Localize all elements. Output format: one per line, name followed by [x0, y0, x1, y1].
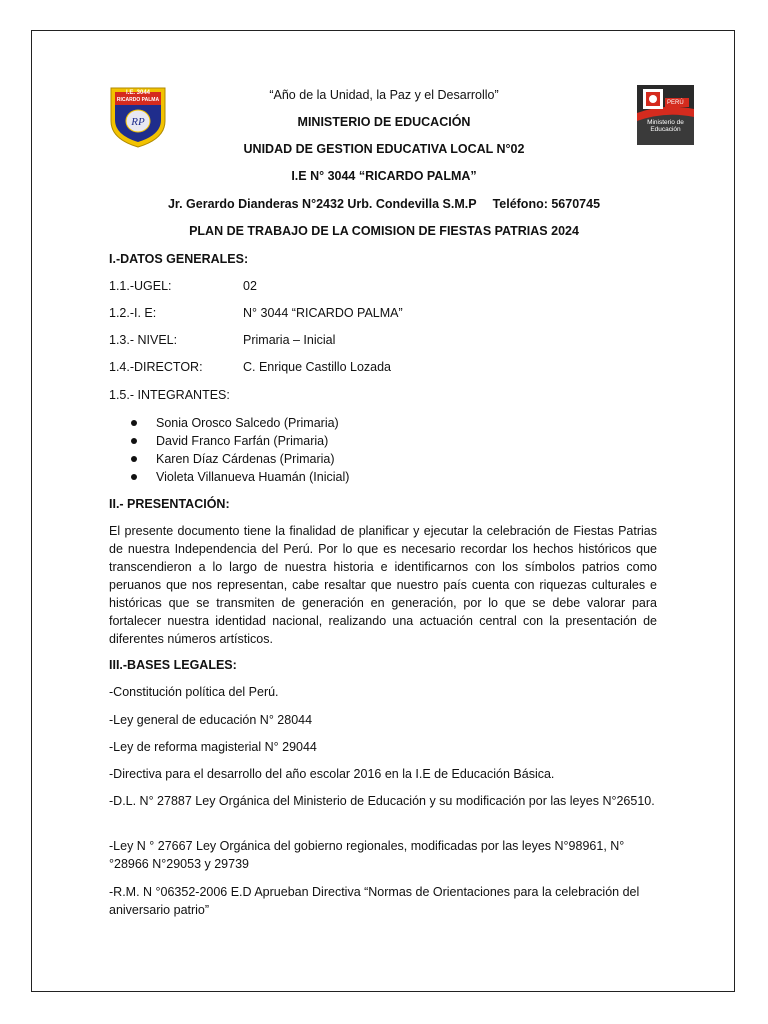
row-value: N° 3044 “RICARDO PALMA” — [243, 306, 403, 320]
list-item — [131, 468, 349, 486]
bullet-icon — [131, 420, 137, 426]
bases-legales-heading: III.-BASES LEGALES: — [109, 658, 237, 672]
row-label: 1.2.-I. E: — [109, 306, 157, 320]
legal-item: -Directiva para el desarrollo del año escolar 2016 en la I.E de Educación Básica. — [109, 767, 555, 781]
legal-item: -D.L. N° 27887 Ley Orgánica del Ministerio de Educación y su modificación por las leyes N°26510. — [109, 794, 655, 808]
row-label: 1.4.-DIRECTOR: — [109, 360, 203, 374]
row-value: C. Enrique Castillo Lozada — [243, 360, 391, 374]
member-name: David Franco Farfán (Primaria) — [156, 434, 329, 448]
row-value: 02 — [243, 279, 257, 293]
list-item — [131, 432, 349, 450]
svg-text:RP: RP — [131, 116, 145, 128]
legal-item: -Ley N ° 27667 Ley Orgánica del gobierno regionales, modificadas por las leyes N°98961, N° °28966 N°29053 y 29739 — [109, 839, 625, 871]
integrantes-label: 1.5.- INTEGRANTES: — [109, 388, 230, 402]
ministry-title: MINISTERIO DE EDUCACIÓN — [297, 115, 471, 129]
row-value: Primaria – Inicial — [243, 333, 336, 347]
member-name: Violeta Villanueva Huamán (Inicial) — [156, 470, 350, 484]
row-label: 1.3.- NIVEL: — [109, 333, 178, 347]
integrantes-list — [131, 414, 349, 486]
member-name: Sonia Orosco Salcedo (Primaria) — [156, 416, 339, 430]
list-item — [131, 450, 349, 468]
address-line — [0, 196, 768, 212]
address: Jr. Gerardo Dianderas N°2432 Urb. Condevilla S.M.P — [167, 197, 477, 211]
minedu-line2: Educación — [650, 126, 681, 133]
legal-item: -Constitución política del Perú. — [109, 685, 279, 699]
peru-tag: PERÚ — [667, 100, 684, 106]
crest-text-line1: I.E. 3044 — [125, 90, 151, 96]
legal-item: -Ley general de educación N° 28044 — [109, 713, 313, 727]
minedu-line1: Ministerio de — [647, 119, 684, 126]
presentacion-heading: II.- PRESENTACIÓN: — [109, 497, 230, 511]
member-name: Karen Díaz Cárdenas (Primaria) — [156, 452, 335, 466]
ugel-title: UNIDAD DE GESTION EDUCATIVA LOCAL N°02 — [243, 142, 525, 156]
row-label: 1.1.-UGEL: — [109, 279, 172, 293]
year-motto: “Año de la Unidad, la Paz y el Desarrollo” — [269, 88, 499, 102]
plan-title: PLAN DE TRABAJO DE LA COMISION DE FIESTAS PATRIAS 2024 — [189, 224, 579, 238]
presentacion-text: El presente documento tiene la finalidad de planificar y ejecutar la celebración de Fiestas Patrias de nuestra Independencia del Perú. Por lo que es necesario recordar los hechos históricos que transcendieron a lo largo de nuestra historia e identificarnos con los símbolos patrios como peruanos que nos representan, cabe resaltar que nuestro país cuenta con riquezas culturales e históricas que se transmiten de generación en generación, por lo que se debe valorar para fortalecer nuestra identidad nacional, realizando una actuación central con la presentación de diferentes números artísticos. — [109, 524, 657, 646]
legal-item: -R.M. N °06352-2006 E.D Aprueban Directiva “Normas de Orientaciones para la celebración del aniversario patrio” — [109, 885, 640, 917]
bullet-icon — [131, 456, 137, 462]
school-title: I.E N° 3044 “RICARDO PALMA” — [291, 169, 477, 183]
list-item — [131, 414, 349, 432]
legal-item: -Ley de reforma magisterial N° 29044 — [109, 740, 317, 754]
phone: Teléfono: 5670745 — [492, 197, 601, 211]
bullet-icon — [131, 474, 137, 480]
datos-generales-heading: I.-DATOS GENERALES: — [109, 252, 249, 266]
bullet-icon — [131, 438, 137, 444]
crest-text-line2: RICARDO PALMA — [116, 97, 160, 103]
